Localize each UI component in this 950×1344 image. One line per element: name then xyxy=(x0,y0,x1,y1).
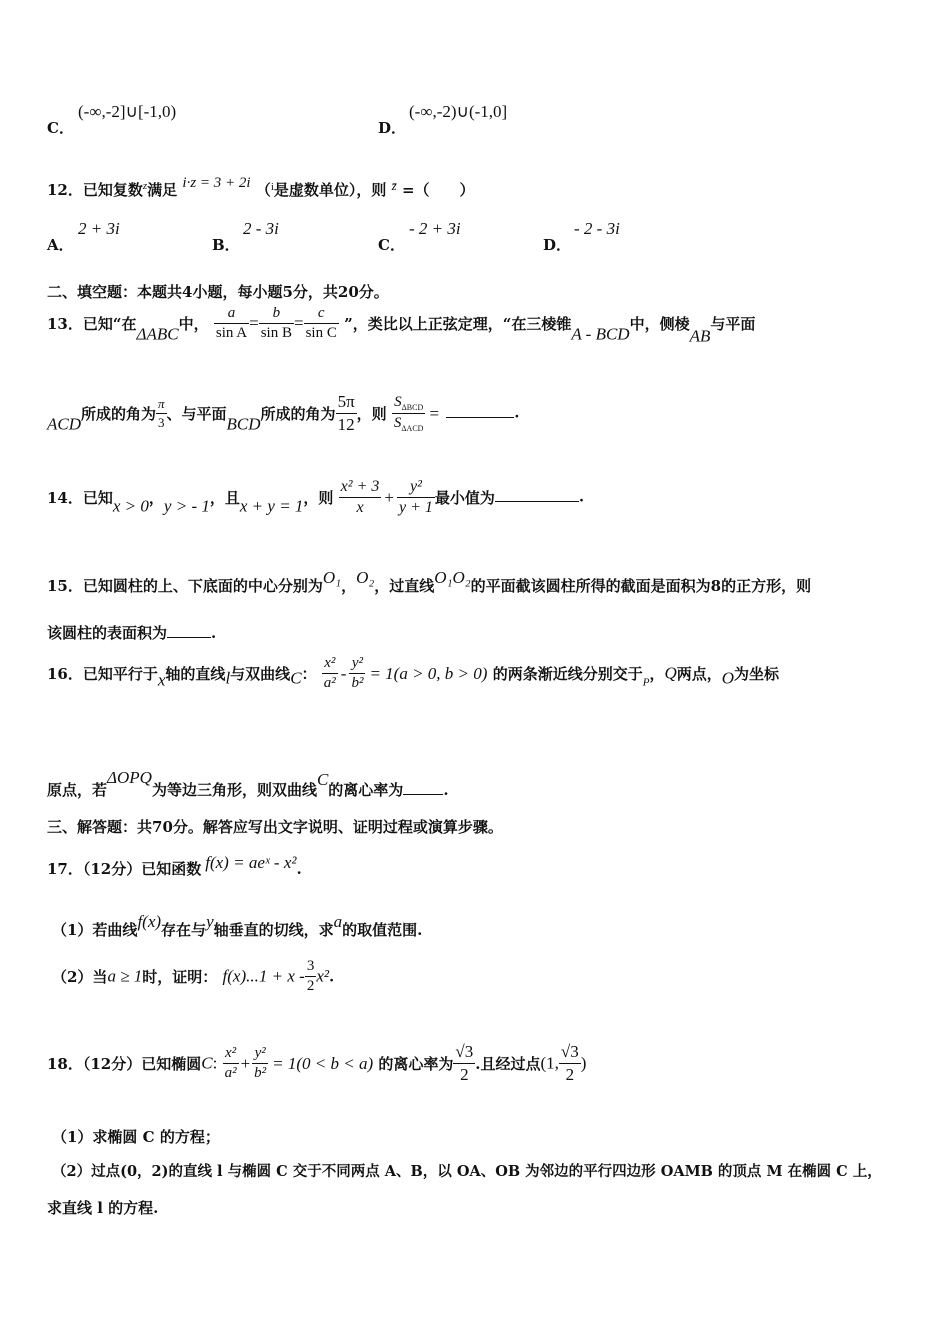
q17-p1-fx: f(x) xyxy=(137,912,162,931)
q15-text-2: ，过直线 xyxy=(374,577,435,595)
q16-colon: ： xyxy=(301,665,317,683)
q17-p2-frac-den: 2 xyxy=(306,978,315,994)
q13-text-2: 中， xyxy=(178,315,209,333)
q12-question xyxy=(47,175,475,200)
q13-text-1: 13．已知“在 xyxy=(47,315,137,333)
q13-angle-2 xyxy=(336,392,357,435)
q15-o2: O₂ xyxy=(356,568,375,587)
q16-Q: Q xyxy=(664,663,677,683)
q16-frac-2-den: b² xyxy=(351,675,364,691)
q15-o1o2: O₁O₂ xyxy=(434,568,471,587)
q18-part-2-cont: 求直线 l 的方程. xyxy=(47,1199,159,1217)
q18-part-2: （2）过点(0，2)的直线 l 与椭圆 C 交于不同两点 A、B，以 OA、OB 为邻边的平行四边形 OAMB 的顶点 M 在椭圆 C 上， xyxy=(52,1163,882,1180)
q18-equation: = 1(0 < b < a) xyxy=(272,1053,374,1073)
q13-text-3: ”，类比以上正弦定理，“在三棱锥 xyxy=(344,315,572,333)
q17-part-2 xyxy=(52,958,334,995)
q14-cond-2: y > - 1 xyxy=(163,496,210,516)
q18-frac-1-num: x² xyxy=(223,1045,239,1064)
q13-angle-2-num: 5π xyxy=(336,392,357,414)
q12-option-b-value: 2 - 3i xyxy=(243,219,279,238)
q14-period: . xyxy=(578,487,585,506)
q16-C2: C xyxy=(316,770,329,789)
q16-l: l xyxy=(225,668,231,688)
q13-triangle: ΔABC xyxy=(136,324,179,344)
q13-frac-b-num: b xyxy=(259,305,294,324)
q12-conjugate: z̄ xyxy=(391,178,397,193)
q11-option-d-value: (-∞,-2)∪(-1,0] xyxy=(409,102,508,121)
q17-p2-condition: a ≥ 1 xyxy=(107,966,143,986)
q14-frac-2-num: y² xyxy=(397,478,435,498)
q16-line-2 xyxy=(47,768,449,800)
q18-fraction-2 xyxy=(252,1045,268,1082)
q13-ratio-den-s: S xyxy=(393,415,402,431)
q12-var-i: i xyxy=(270,181,274,193)
q13-fraction-c xyxy=(304,305,339,342)
q16-O: O xyxy=(721,668,735,688)
q17-part-1 xyxy=(52,912,422,940)
q13-text-4: 中，侧棱 xyxy=(629,315,690,333)
q11-option-c-value: (-∞,-2]∪[-1,0) xyxy=(78,102,177,121)
q13-ratio-den-sub: ΔACD xyxy=(401,424,424,433)
section-3-title: 三、解答题：共70分。解答应写出文字说明、证明过程或演算步骤。 xyxy=(47,818,503,836)
q16-text-4: 的两条渐近线分别交于 xyxy=(492,665,643,683)
q14-cond-3: x + y = 1 xyxy=(239,496,304,516)
q15-line-2 xyxy=(47,622,216,643)
section-2-title: 二、填空题：本题共4小题，每小题5分，共20分。 xyxy=(47,283,389,301)
q16-text-6: 为坐标 xyxy=(734,665,780,683)
q18-text-1: 18．（12分）已知椭圆 xyxy=(47,1055,202,1073)
q16-fraction-1 xyxy=(322,655,338,692)
q17-p1-text-1: （1）若曲线 xyxy=(52,921,138,939)
q13-period: . xyxy=(514,403,520,422)
q15-text-4: 该圆柱的表面积为 xyxy=(47,624,168,642)
q18-colon: : xyxy=(212,1053,218,1073)
q12-end: =（ ） xyxy=(401,181,475,199)
q13-angle-2-den: 12 xyxy=(337,415,355,434)
q11-option-d-label: D． xyxy=(378,119,407,137)
q16-text-2: 轴的直线 xyxy=(165,665,226,683)
q18-ecc-den: 2 xyxy=(460,1065,469,1084)
q13-plane-acd: ACD xyxy=(47,414,81,434)
q18-frac-2-num: y² xyxy=(252,1045,268,1064)
q18-point-num: √3 xyxy=(559,1042,581,1064)
q13-eq-1: = xyxy=(249,313,259,333)
q18-plus: + xyxy=(240,1053,251,1073)
q18-frac-1-den: a² xyxy=(224,1065,237,1081)
q12-option-d-value: - 2 - 3i xyxy=(574,219,620,238)
q15-text-1: 15．已知圆柱的上、下底面的中心分别为 xyxy=(47,577,323,595)
q12-option-a-value: 2 + 3i xyxy=(78,219,120,238)
q14-plus: + xyxy=(384,487,394,507)
q18-eccentricity xyxy=(453,1042,475,1085)
q13-text-9: ，则 xyxy=(356,405,387,423)
q13-ratio-num xyxy=(392,394,426,414)
q14-question xyxy=(47,478,584,517)
q17-p2-frac-num: 3 xyxy=(305,958,317,977)
q14-frac-2-den: y + 1 xyxy=(398,499,433,516)
q16-text-9: 的离心率为 xyxy=(328,781,404,799)
q13-pyramid: A - BCD xyxy=(571,324,630,344)
q16-minus: - xyxy=(340,663,347,683)
q16-comma: ， xyxy=(649,665,665,683)
q15-o1: O₁ xyxy=(322,568,342,587)
q13-fraction-b xyxy=(259,305,294,342)
q16-text-5: 两点， xyxy=(676,665,722,683)
q13-frac-c-num: c xyxy=(304,305,339,324)
q16-equation: = 1(a > 0, b > 0) xyxy=(369,663,488,683)
q18-part-1: （1）求椭圆 C 的方程； xyxy=(52,1128,220,1146)
q13-line-2 xyxy=(47,392,520,435)
q12-var-z: z xyxy=(142,180,148,192)
q17-p2-fraction xyxy=(305,958,317,995)
q13-plane-bcd: BCD xyxy=(226,414,261,434)
q13-ratio-num-sub: ΔBCD xyxy=(401,403,424,412)
q14-text-1: 14．已知 xyxy=(47,489,113,507)
q13-eq-2: = xyxy=(293,313,304,333)
q14-fraction-2 xyxy=(397,478,435,517)
q13-angle-1-den: 3 xyxy=(158,415,165,430)
q13-frac-a-num: a xyxy=(214,305,249,324)
q12-unit-text: 是虚数单位），则 xyxy=(273,181,387,199)
q17-question xyxy=(47,853,302,879)
q13-equals: = xyxy=(429,403,440,423)
q17-p1-text-4: 的取值范围. xyxy=(342,921,423,939)
q13-text-7: 、与平面 xyxy=(166,405,227,423)
q17-p2-x2: x² xyxy=(316,966,329,986)
q12-option-b-label: B． xyxy=(212,236,240,254)
q14-frac-1-den: x xyxy=(356,499,364,516)
q16-answer-blank[interactable] xyxy=(403,793,443,795)
q16-P: P xyxy=(642,676,650,689)
q17-p1-y: y xyxy=(206,912,214,931)
q16-text-3: 与双曲线 xyxy=(230,665,291,683)
q17-p2-lhs: f(x)...1 + x - xyxy=(222,966,305,986)
q13-frac-c-den: sin C xyxy=(305,325,337,341)
q18-text-2: 的离心率为 xyxy=(378,1055,454,1073)
q12-option-c-label: C． xyxy=(378,236,405,254)
q13-text-5: 与平面 xyxy=(710,315,756,333)
q16-text-8: 为等边三角形，则双曲线 xyxy=(151,781,317,799)
q16-text-7: 原点，若 xyxy=(47,781,108,799)
q13-angle-1 xyxy=(156,396,167,431)
q18-C: C xyxy=(201,1053,213,1073)
q13-answer-blank[interactable] xyxy=(446,416,514,418)
q15-period: . xyxy=(211,624,217,642)
q15-text-3: 的平面截该圆柱所得的截面是面积为8的正方形，则 xyxy=(470,577,812,595)
q17-p2-text-2: 时，证明： xyxy=(142,968,218,986)
q18-ecc-num: √3 xyxy=(453,1042,475,1064)
q16-period: . xyxy=(443,781,449,799)
q14-fraction-1 xyxy=(339,478,382,517)
q12-satisfy: 满足 xyxy=(147,181,178,199)
q13-area-ratio xyxy=(392,394,426,433)
q18-question xyxy=(47,1042,586,1085)
q15-line-1 xyxy=(47,568,811,596)
q13-text-8: 所成的角为 xyxy=(260,405,336,423)
q17-text-1: 17．（12分）已知函数 xyxy=(47,860,202,878)
q18-fraction-1 xyxy=(223,1045,239,1082)
q17-p2-text-1: （2）当 xyxy=(52,968,108,986)
q12-intro: 12．已知复数 xyxy=(47,181,143,199)
q17-p2-dot: . xyxy=(328,967,335,986)
q16-frac-1-den: a² xyxy=(323,675,336,691)
q18-text-3: .且经过点 xyxy=(475,1055,541,1073)
q17-function: f(x) = aeˣ - x² xyxy=(205,853,297,872)
q13-text-6: 所成的角为 xyxy=(81,405,157,423)
q17-p1-text-2: 存在与 xyxy=(161,921,207,939)
q17-p1-a: a xyxy=(333,912,343,931)
q12-equation: i·z = 3 + 2i xyxy=(182,175,251,191)
q17-p1-text-3: 轴垂直的切线，求 xyxy=(213,921,334,939)
q16-x: x xyxy=(157,670,166,690)
q16-frac-1-num: x² xyxy=(322,655,338,674)
q18-point-den: 2 xyxy=(565,1065,575,1084)
q12-option-a-label: A． xyxy=(47,236,74,254)
q16-line-1 xyxy=(47,655,779,692)
q14-cond-1: x > 0 xyxy=(112,496,149,516)
q15-comma: ， xyxy=(341,577,357,595)
q13-ratio-num-s: S xyxy=(394,394,402,410)
q13-ratio-den xyxy=(392,414,426,433)
q13-edge: AB xyxy=(689,326,711,346)
q13-line-1 xyxy=(47,305,755,347)
q11-option-c-label: C． xyxy=(47,119,74,137)
q14-answer-blank[interactable] xyxy=(495,500,579,502)
q18-point-close: ) xyxy=(580,1053,587,1073)
q12-option-c-value: - 2 + 3i xyxy=(409,219,461,238)
q14-frac-1-num: x² + 3 xyxy=(339,478,382,498)
q13-frac-b-den: sin B xyxy=(260,325,292,341)
q14-comma: ， xyxy=(148,489,164,507)
q16-fraction-2 xyxy=(349,655,365,692)
q18-frac-2-den: b² xyxy=(254,1065,267,1081)
q14-text-2: ，且 xyxy=(209,489,240,507)
q14-text-3: ，则 xyxy=(303,489,334,507)
q12-paren: （ xyxy=(255,181,271,199)
q18-point-open: (1, xyxy=(540,1053,559,1073)
q18-point-fraction xyxy=(559,1042,581,1085)
q13-fraction-a xyxy=(214,305,249,342)
q12-option-d-label: D． xyxy=(543,236,572,254)
q16-triangle: ΔOPQ xyxy=(107,768,152,787)
q16-frac-2-num: y² xyxy=(349,655,365,674)
q13-angle-1-num: π xyxy=(156,396,167,414)
q15-answer-blank[interactable] xyxy=(167,636,211,638)
q16-C: C xyxy=(290,668,302,688)
q16-text-1: 16．已知平行于 xyxy=(47,665,158,683)
q14-text-4: 最小值为 xyxy=(434,489,495,507)
q13-frac-a-den: sin A xyxy=(215,325,248,341)
q17-dot: . xyxy=(296,860,302,878)
